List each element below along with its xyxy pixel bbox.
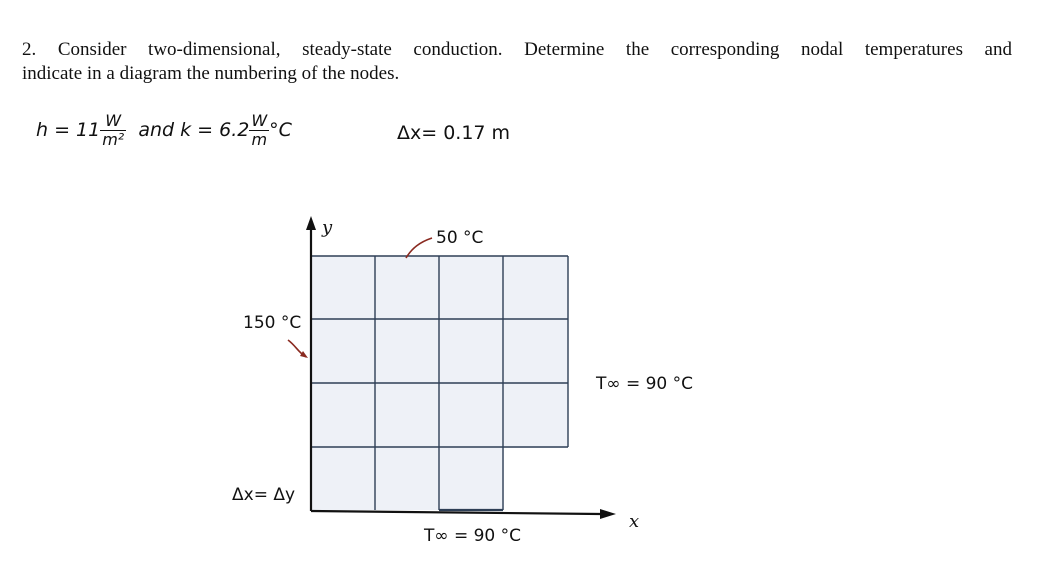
h-prefix: h = 11 [36,119,101,141]
k-unit-den: m [249,130,269,149]
k-unit-num: W [251,111,268,130]
x-axis-label: x [629,511,640,532]
right-convection-label: T∞ = 90 °C [596,374,694,394]
problem-line-2: indicate in a diagram the numbering of the nodes. [22,63,400,84]
h-unit-den: m² [102,130,125,149]
x-axis-arrowhead [600,509,616,519]
left-temp-arrowhead [300,351,308,358]
bottom-convection-label: T∞ = 90 °C [424,526,522,546]
y-axis-label: y [322,217,333,238]
dx-value: Δx= 0.17 m [397,122,511,144]
k-suffix: °C [269,119,292,141]
k-prefix: and k = 6.2 [138,119,250,141]
top-temp-arrow [406,238,432,258]
grid-fill-lower [311,448,504,510]
top-temperature-label: 50 °C [436,228,484,248]
grid-spacing-label: Δx= Δy [232,485,296,505]
y-axis-arrowhead [306,216,316,230]
h-unit-num: W [105,111,122,130]
x-axis-line [311,511,600,514]
left-temperature-label: 150 °C [243,313,302,333]
problem-line-1: 2. Consider two-dimensional, steady-state conduction. Determine the corresponding nodal temperatures and [22,39,1012,60]
